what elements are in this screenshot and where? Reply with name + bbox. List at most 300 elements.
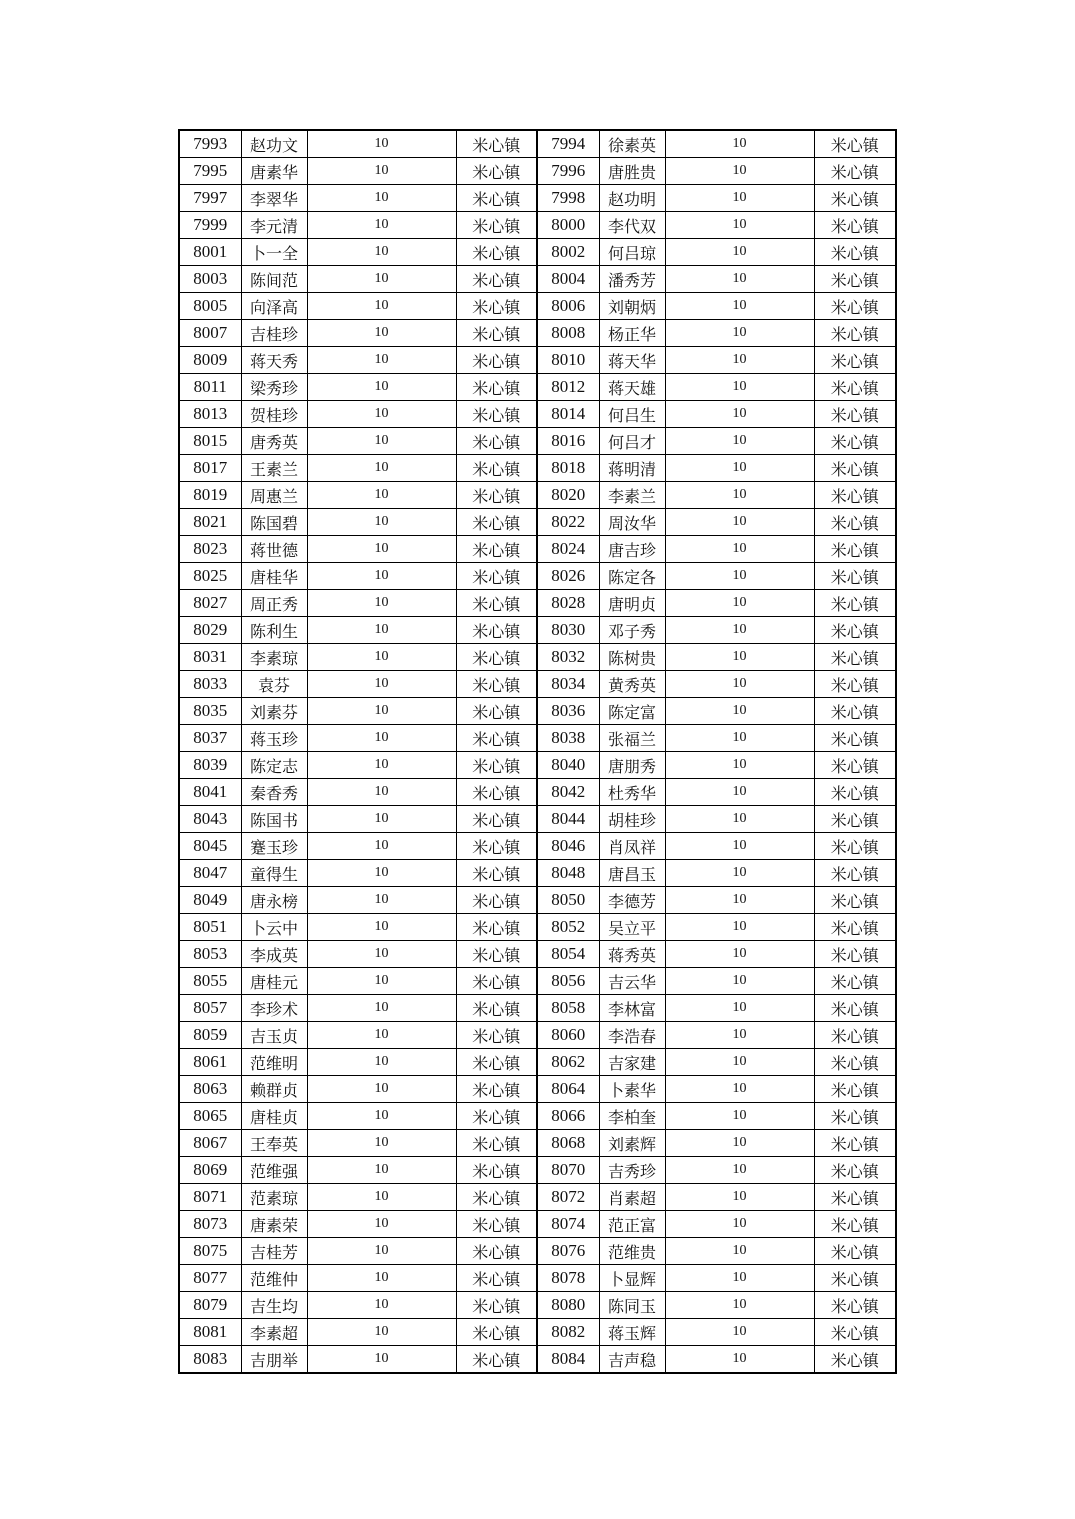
- left-record-number-cell: 8041: [179, 779, 241, 806]
- left-record-number-cell: 7997: [179, 185, 241, 212]
- right-town-name-cell: 米心镇: [814, 725, 896, 752]
- right-person-name-cell: 何吕琼: [599, 239, 665, 266]
- left-town-name-cell: 米心镇: [456, 482, 537, 509]
- left-town-name-cell: 米心镇: [456, 239, 537, 266]
- left-person-name-cell: 刘素芬: [241, 698, 307, 725]
- right-record-number-cell: 8020: [537, 482, 599, 509]
- left-town-name-cell: 米心镇: [456, 671, 537, 698]
- left-town-name-cell: 米心镇: [456, 1184, 537, 1211]
- left-record-number-cell: 8029: [179, 617, 241, 644]
- right-amount-cell: 10: [665, 995, 814, 1022]
- left-record-number-cell: 8003: [179, 266, 241, 293]
- right-town-name-cell: 米心镇: [814, 293, 896, 320]
- roster-table: [178, 129, 897, 1374]
- right-record-number-cell: 8032: [537, 644, 599, 671]
- left-person-name-cell: 陈利生: [241, 617, 307, 644]
- left-record-number-cell: 8023: [179, 536, 241, 563]
- right-record-number-cell: 8008: [537, 320, 599, 347]
- right-person-name-cell: 李林富: [599, 995, 665, 1022]
- right-record-number-cell: 8046: [537, 833, 599, 860]
- left-person-name-cell: 范维仲: [241, 1265, 307, 1292]
- right-person-name-cell: 李柏奎: [599, 1103, 665, 1130]
- left-amount-cell: 10: [307, 779, 456, 806]
- right-town-name-cell: 米心镇: [814, 212, 896, 239]
- right-amount-cell: 10: [665, 455, 814, 482]
- left-town-name-cell: 米心镇: [456, 1049, 537, 1076]
- right-amount-cell: 10: [665, 212, 814, 239]
- right-town-name-cell: 米心镇: [814, 968, 896, 995]
- right-town-name-cell: 米心镇: [814, 1130, 896, 1157]
- left-town-name-cell: 米心镇: [456, 1022, 537, 1049]
- left-amount-cell: 10: [307, 644, 456, 671]
- table-row: [179, 239, 896, 266]
- table-row: [179, 860, 896, 887]
- right-record-number-cell: 8002: [537, 239, 599, 266]
- right-record-number-cell: 8056: [537, 968, 599, 995]
- left-amount-cell: 10: [307, 617, 456, 644]
- right-person-name-cell: 肖素超: [599, 1184, 665, 1211]
- right-record-number-cell: 8044: [537, 806, 599, 833]
- left-record-number-cell: 8005: [179, 293, 241, 320]
- table-row: [179, 779, 896, 806]
- left-town-name-cell: 米心镇: [456, 347, 537, 374]
- right-amount-cell: 10: [665, 806, 814, 833]
- left-person-name-cell: 童得生: [241, 860, 307, 887]
- right-person-name-cell: 徐素英: [599, 130, 665, 158]
- right-record-number-cell: 8050: [537, 887, 599, 914]
- right-town-name-cell: 米心镇: [814, 617, 896, 644]
- right-town-name-cell: 米心镇: [814, 1022, 896, 1049]
- right-amount-cell: 10: [665, 347, 814, 374]
- left-amount-cell: 10: [307, 401, 456, 428]
- right-town-name-cell: 米心镇: [814, 1211, 896, 1238]
- right-person-name-cell: 李德芳: [599, 887, 665, 914]
- left-record-number-cell: 8011: [179, 374, 241, 401]
- left-record-number-cell: 8001: [179, 239, 241, 266]
- right-record-number-cell: 8036: [537, 698, 599, 725]
- right-person-name-cell: 李素兰: [599, 482, 665, 509]
- right-record-number-cell: 8068: [537, 1130, 599, 1157]
- left-amount-cell: 10: [307, 212, 456, 239]
- right-amount-cell: 10: [665, 671, 814, 698]
- left-person-name-cell: 唐秀英: [241, 428, 307, 455]
- left-town-name-cell: 米心镇: [456, 428, 537, 455]
- left-amount-cell: 10: [307, 1022, 456, 1049]
- left-record-number-cell: 8073: [179, 1211, 241, 1238]
- left-town-name-cell: 米心镇: [456, 1211, 537, 1238]
- left-town-name-cell: 米心镇: [456, 374, 537, 401]
- left-amount-cell: 10: [307, 671, 456, 698]
- right-town-name-cell: 米心镇: [814, 428, 896, 455]
- left-record-number-cell: 8083: [179, 1346, 241, 1374]
- left-record-number-cell: 8055: [179, 968, 241, 995]
- right-record-number-cell: 8078: [537, 1265, 599, 1292]
- right-record-number-cell: 8072: [537, 1184, 599, 1211]
- left-person-name-cell: 蒋玉珍: [241, 725, 307, 752]
- left-record-number-cell: 8077: [179, 1265, 241, 1292]
- right-town-name-cell: 米心镇: [814, 995, 896, 1022]
- left-record-number-cell: 8063: [179, 1076, 241, 1103]
- table-row: [179, 1022, 896, 1049]
- left-amount-cell: 10: [307, 833, 456, 860]
- left-amount-cell: 10: [307, 428, 456, 455]
- right-amount-cell: 10: [665, 1238, 814, 1265]
- right-amount-cell: 10: [665, 293, 814, 320]
- right-person-name-cell: 刘素辉: [599, 1130, 665, 1157]
- right-record-number-cell: 8082: [537, 1319, 599, 1346]
- left-person-name-cell: 蒋世德: [241, 536, 307, 563]
- table-row: [179, 158, 896, 185]
- table-row: [179, 1292, 896, 1319]
- left-record-number-cell: 8047: [179, 860, 241, 887]
- right-record-number-cell: 8074: [537, 1211, 599, 1238]
- left-person-name-cell: 卜一全: [241, 239, 307, 266]
- left-amount-cell: 10: [307, 482, 456, 509]
- left-record-number-cell: 8061: [179, 1049, 241, 1076]
- right-amount-cell: 10: [665, 941, 814, 968]
- right-town-name-cell: 米心镇: [814, 779, 896, 806]
- left-person-name-cell: 李元清: [241, 212, 307, 239]
- left-person-name-cell: 贺桂珍: [241, 401, 307, 428]
- right-record-number-cell: 8064: [537, 1076, 599, 1103]
- left-person-name-cell: 吉玉贞: [241, 1022, 307, 1049]
- table-row: [179, 374, 896, 401]
- left-person-name-cell: 蹇玉珍: [241, 833, 307, 860]
- left-amount-cell: 10: [307, 293, 456, 320]
- left-record-number-cell: 8035: [179, 698, 241, 725]
- left-record-number-cell: 7993: [179, 130, 241, 158]
- table-row: [179, 833, 896, 860]
- left-person-name-cell: 唐桂贞: [241, 1103, 307, 1130]
- left-person-name-cell: 吉朋举: [241, 1346, 307, 1374]
- left-person-name-cell: 王素兰: [241, 455, 307, 482]
- left-amount-cell: 10: [307, 1211, 456, 1238]
- right-town-name-cell: 米心镇: [814, 1103, 896, 1130]
- right-person-name-cell: 唐吉珍: [599, 536, 665, 563]
- table-row: [179, 1049, 896, 1076]
- left-record-number-cell: 8019: [179, 482, 241, 509]
- right-person-name-cell: 范正富: [599, 1211, 665, 1238]
- right-town-name-cell: 米心镇: [814, 320, 896, 347]
- table-row: [179, 806, 896, 833]
- right-town-name-cell: 米心镇: [814, 860, 896, 887]
- left-town-name-cell: 米心镇: [456, 1292, 537, 1319]
- left-person-name-cell: 赵功文: [241, 130, 307, 158]
- left-amount-cell: 10: [307, 725, 456, 752]
- right-record-number-cell: 8026: [537, 563, 599, 590]
- left-town-name-cell: 米心镇: [456, 995, 537, 1022]
- right-amount-cell: 10: [665, 536, 814, 563]
- left-record-number-cell: 8051: [179, 914, 241, 941]
- right-person-name-cell: 吉秀珍: [599, 1157, 665, 1184]
- right-record-number-cell: 8034: [537, 671, 599, 698]
- left-town-name-cell: 米心镇: [456, 1319, 537, 1346]
- left-person-name-cell: 范维明: [241, 1049, 307, 1076]
- right-person-name-cell: 何吕生: [599, 401, 665, 428]
- left-record-number-cell: 8043: [179, 806, 241, 833]
- right-amount-cell: 10: [665, 887, 814, 914]
- left-town-name-cell: 米心镇: [456, 455, 537, 482]
- left-person-name-cell: 陈间范: [241, 266, 307, 293]
- table-row: [179, 347, 896, 374]
- left-record-number-cell: 7995: [179, 158, 241, 185]
- right-amount-cell: 10: [665, 509, 814, 536]
- left-person-name-cell: 陈定志: [241, 752, 307, 779]
- left-record-number-cell: 8027: [179, 590, 241, 617]
- right-person-name-cell: 陈定各: [599, 563, 665, 590]
- right-record-number-cell: 8066: [537, 1103, 599, 1130]
- left-record-number-cell: 8081: [179, 1319, 241, 1346]
- right-amount-cell: 10: [665, 1346, 814, 1374]
- right-record-number-cell: 8018: [537, 455, 599, 482]
- left-record-number-cell: 8069: [179, 1157, 241, 1184]
- left-person-name-cell: 唐桂元: [241, 968, 307, 995]
- table-row: [179, 644, 896, 671]
- right-person-name-cell: 刘朝炳: [599, 293, 665, 320]
- left-amount-cell: 10: [307, 752, 456, 779]
- right-record-number-cell: 8054: [537, 941, 599, 968]
- table-row: [179, 1103, 896, 1130]
- left-person-name-cell: 陈国书: [241, 806, 307, 833]
- left-person-name-cell: 周惠兰: [241, 482, 307, 509]
- table-row: [179, 590, 896, 617]
- right-amount-cell: 10: [665, 482, 814, 509]
- left-town-name-cell: 米心镇: [456, 1157, 537, 1184]
- left-amount-cell: 10: [307, 1130, 456, 1157]
- left-amount-cell: 10: [307, 1319, 456, 1346]
- right-record-number-cell: 8024: [537, 536, 599, 563]
- left-person-name-cell: 唐素荣: [241, 1211, 307, 1238]
- right-record-number-cell: 8080: [537, 1292, 599, 1319]
- left-town-name-cell: 米心镇: [456, 914, 537, 941]
- right-person-name-cell: 唐明贞: [599, 590, 665, 617]
- left-person-name-cell: 范素琼: [241, 1184, 307, 1211]
- left-town-name-cell: 米心镇: [456, 779, 537, 806]
- right-person-name-cell: 陈同玉: [599, 1292, 665, 1319]
- left-town-name-cell: 米心镇: [456, 1076, 537, 1103]
- right-record-number-cell: 8058: [537, 995, 599, 1022]
- right-amount-cell: 10: [665, 698, 814, 725]
- right-town-name-cell: 米心镇: [814, 590, 896, 617]
- right-amount-cell: 10: [665, 374, 814, 401]
- left-amount-cell: 10: [307, 995, 456, 1022]
- right-town-name-cell: 米心镇: [814, 536, 896, 563]
- left-person-name-cell: 梁秀珍: [241, 374, 307, 401]
- left-town-name-cell: 米心镇: [456, 860, 537, 887]
- table-row: [179, 1130, 896, 1157]
- left-person-name-cell: 周正秀: [241, 590, 307, 617]
- roster-table-body: [179, 130, 896, 1373]
- left-person-name-cell: 秦香秀: [241, 779, 307, 806]
- left-amount-cell: 10: [307, 806, 456, 833]
- right-person-name-cell: 陈定富: [599, 698, 665, 725]
- left-amount-cell: 10: [307, 698, 456, 725]
- left-town-name-cell: 米心镇: [456, 725, 537, 752]
- right-record-number-cell: 7996: [537, 158, 599, 185]
- left-amount-cell: 10: [307, 347, 456, 374]
- left-record-number-cell: 8059: [179, 1022, 241, 1049]
- right-town-name-cell: 米心镇: [814, 374, 896, 401]
- right-amount-cell: 10: [665, 914, 814, 941]
- table-row: [179, 887, 896, 914]
- table-row: [179, 1184, 896, 1211]
- right-amount-cell: 10: [665, 563, 814, 590]
- left-amount-cell: 10: [307, 1049, 456, 1076]
- right-town-name-cell: 米心镇: [814, 347, 896, 374]
- right-amount-cell: 10: [665, 1157, 814, 1184]
- right-town-name-cell: 米心镇: [814, 698, 896, 725]
- right-town-name-cell: 米心镇: [814, 130, 896, 158]
- right-record-number-cell: 8004: [537, 266, 599, 293]
- right-person-name-cell: 周汝华: [599, 509, 665, 536]
- right-record-number-cell: 8060: [537, 1022, 599, 1049]
- left-person-name-cell: 范维强: [241, 1157, 307, 1184]
- left-town-name-cell: 米心镇: [456, 590, 537, 617]
- left-town-name-cell: 米心镇: [456, 617, 537, 644]
- left-town-name-cell: 米心镇: [456, 644, 537, 671]
- right-amount-cell: 10: [665, 968, 814, 995]
- left-amount-cell: 10: [307, 536, 456, 563]
- right-person-name-cell: 陈树贵: [599, 644, 665, 671]
- right-town-name-cell: 米心镇: [814, 482, 896, 509]
- right-record-number-cell: 8038: [537, 725, 599, 752]
- right-amount-cell: 10: [665, 1319, 814, 1346]
- left-amount-cell: 10: [307, 887, 456, 914]
- right-record-number-cell: 8010: [537, 347, 599, 374]
- right-town-name-cell: 米心镇: [814, 1076, 896, 1103]
- right-town-name-cell: 米心镇: [814, 806, 896, 833]
- right-town-name-cell: 米心镇: [814, 266, 896, 293]
- table-row: [179, 401, 896, 428]
- right-record-number-cell: 8012: [537, 374, 599, 401]
- table-row: [179, 428, 896, 455]
- left-amount-cell: 10: [307, 1292, 456, 1319]
- right-person-name-cell: 吴立平: [599, 914, 665, 941]
- table-row: [179, 536, 896, 563]
- table-row: [179, 968, 896, 995]
- table-row: [179, 1346, 896, 1374]
- left-record-number-cell: 8045: [179, 833, 241, 860]
- left-record-number-cell: 8057: [179, 995, 241, 1022]
- right-town-name-cell: 米心镇: [814, 1319, 896, 1346]
- right-amount-cell: 10: [665, 833, 814, 860]
- left-record-number-cell: 8017: [179, 455, 241, 482]
- left-amount-cell: 10: [307, 239, 456, 266]
- left-town-name-cell: 米心镇: [456, 1130, 537, 1157]
- left-record-number-cell: 8065: [179, 1103, 241, 1130]
- left-amount-cell: 10: [307, 1184, 456, 1211]
- right-town-name-cell: 米心镇: [814, 644, 896, 671]
- left-person-name-cell: 李成英: [241, 941, 307, 968]
- left-amount-cell: 10: [307, 1238, 456, 1265]
- right-town-name-cell: 米心镇: [814, 1049, 896, 1076]
- left-amount-cell: 10: [307, 968, 456, 995]
- right-town-name-cell: 米心镇: [814, 401, 896, 428]
- right-person-name-cell: 杜秀华: [599, 779, 665, 806]
- left-person-name-cell: 向泽高: [241, 293, 307, 320]
- right-person-name-cell: 赵功明: [599, 185, 665, 212]
- right-record-number-cell: 8040: [537, 752, 599, 779]
- right-amount-cell: 10: [665, 1103, 814, 1130]
- table-row: [179, 1319, 896, 1346]
- right-town-name-cell: 米心镇: [814, 509, 896, 536]
- right-record-number-cell: 8022: [537, 509, 599, 536]
- left-town-name-cell: 米心镇: [456, 752, 537, 779]
- right-person-name-cell: 蒋天华: [599, 347, 665, 374]
- left-person-name-cell: 赖群贞: [241, 1076, 307, 1103]
- right-record-number-cell: 8028: [537, 590, 599, 617]
- left-record-number-cell: 7999: [179, 212, 241, 239]
- right-amount-cell: 10: [665, 239, 814, 266]
- right-amount-cell: 10: [665, 1265, 814, 1292]
- table-row: [179, 671, 896, 698]
- right-person-name-cell: 何吕才: [599, 428, 665, 455]
- right-amount-cell: 10: [665, 428, 814, 455]
- left-person-name-cell: 卜云中: [241, 914, 307, 941]
- right-person-name-cell: 黄秀英: [599, 671, 665, 698]
- right-person-name-cell: 邓子秀: [599, 617, 665, 644]
- left-person-name-cell: 唐桂华: [241, 563, 307, 590]
- right-amount-cell: 10: [665, 779, 814, 806]
- left-town-name-cell: 米心镇: [456, 293, 537, 320]
- left-town-name-cell: 米心镇: [456, 401, 537, 428]
- right-person-name-cell: 唐昌玉: [599, 860, 665, 887]
- left-town-name-cell: 米心镇: [456, 806, 537, 833]
- right-town-name-cell: 米心镇: [814, 185, 896, 212]
- left-amount-cell: 10: [307, 266, 456, 293]
- right-record-number-cell: 8048: [537, 860, 599, 887]
- left-town-name-cell: 米心镇: [456, 320, 537, 347]
- right-person-name-cell: 唐朋秀: [599, 752, 665, 779]
- right-town-name-cell: 米心镇: [814, 1292, 896, 1319]
- table-row: [179, 1157, 896, 1184]
- table-row: [179, 698, 896, 725]
- right-person-name-cell: 范维贵: [599, 1238, 665, 1265]
- right-amount-cell: 10: [665, 725, 814, 752]
- left-town-name-cell: 米心镇: [456, 1103, 537, 1130]
- right-amount-cell: 10: [665, 1049, 814, 1076]
- left-record-number-cell: 8039: [179, 752, 241, 779]
- right-amount-cell: 10: [665, 644, 814, 671]
- left-amount-cell: 10: [307, 1103, 456, 1130]
- left-person-name-cell: 吉生均: [241, 1292, 307, 1319]
- left-town-name-cell: 米心镇: [456, 833, 537, 860]
- right-town-name-cell: 米心镇: [814, 158, 896, 185]
- table-row: [179, 130, 896, 158]
- left-person-name-cell: 王奉英: [241, 1130, 307, 1157]
- left-amount-cell: 10: [307, 455, 456, 482]
- left-amount-cell: 10: [307, 130, 456, 158]
- left-amount-cell: 10: [307, 1265, 456, 1292]
- left-record-number-cell: 8015: [179, 428, 241, 455]
- left-record-number-cell: 8021: [179, 509, 241, 536]
- right-person-name-cell: 吉云华: [599, 968, 665, 995]
- right-record-number-cell: 8042: [537, 779, 599, 806]
- right-town-name-cell: 米心镇: [814, 1265, 896, 1292]
- right-record-number-cell: 8014: [537, 401, 599, 428]
- left-record-number-cell: 8071: [179, 1184, 241, 1211]
- right-person-name-cell: 张福兰: [599, 725, 665, 752]
- table-row: [179, 482, 896, 509]
- left-amount-cell: 10: [307, 1157, 456, 1184]
- left-town-name-cell: 米心镇: [456, 968, 537, 995]
- table-row: [179, 752, 896, 779]
- left-record-number-cell: 8025: [179, 563, 241, 590]
- table-row: [179, 293, 896, 320]
- right-person-name-cell: 卜显辉: [599, 1265, 665, 1292]
- right-amount-cell: 10: [665, 185, 814, 212]
- right-amount-cell: 10: [665, 320, 814, 347]
